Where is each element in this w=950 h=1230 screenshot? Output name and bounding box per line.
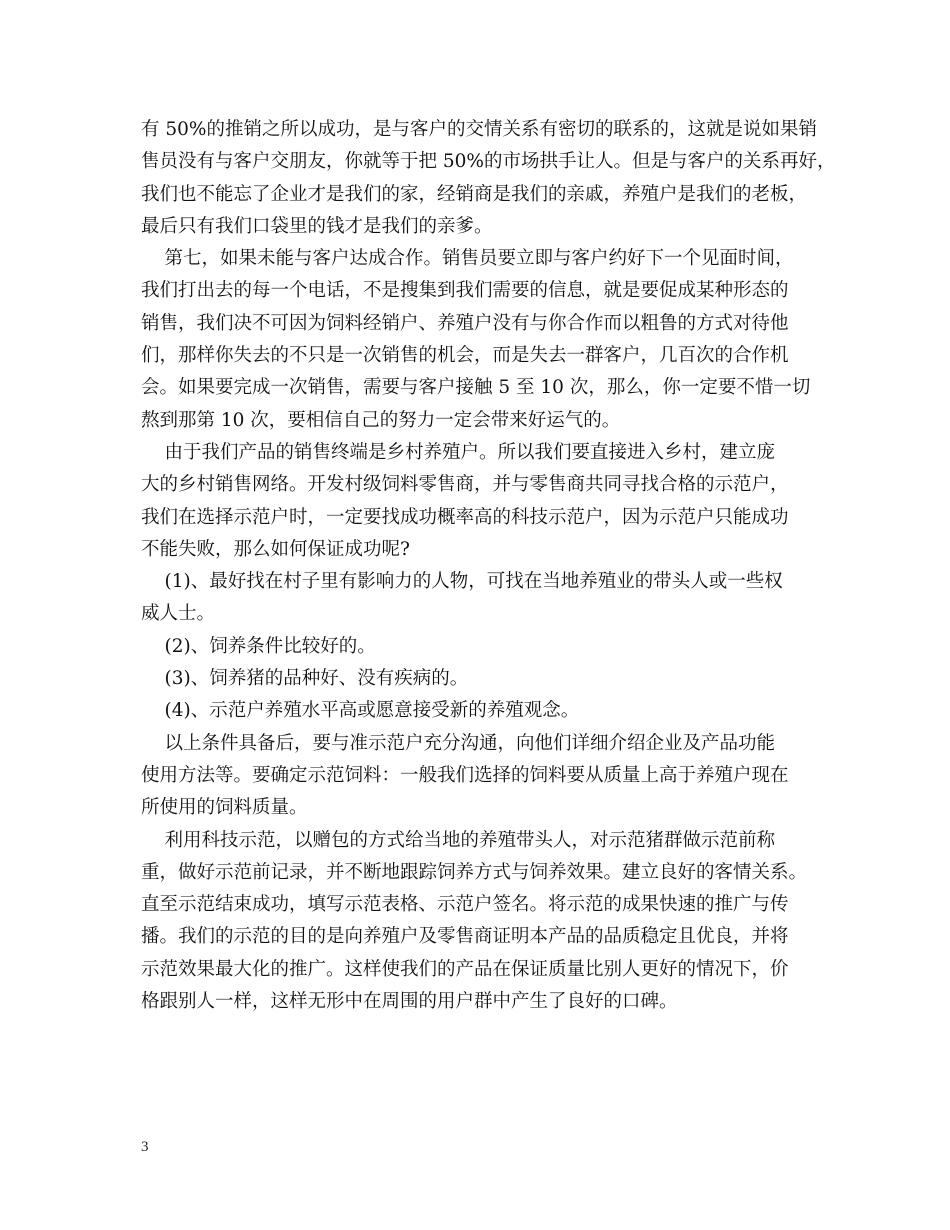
text-line: 播。我们的示范的目的是向养殖户及零售商证明本产品的品质稳定且优良，并将 [141,926,789,948]
text-line: 熬到那第 10 次，要相信自己的努力一定会带来好运气的。 [141,409,621,431]
text-line: 们，那样你失去的不只是一次销售的机会，而是失去一群客户，几百次的合作机 [141,345,789,367]
text-line: 由于我们产品的销售终端是乡村养殖户。所以我们要直接进入乡村，建立庞 [141,441,776,463]
text-line: 大的乡村销售网络。开发村级饲料零售商，并与零售商共同寻找合格的示范户， [141,474,789,496]
text-line: 不能失败，那么如何保证成功呢? [141,538,410,560]
list-item [141,631,811,663]
text-line: 我们在选择示范户时，一定要找成功概率高的科技示范户，因为示范户只能成功 [141,506,789,528]
text-line: 直至示范结束成功，填写示范表格、示范户签名。将示范的成果快速的推广与传 [141,894,789,916]
paragraph [141,825,811,1019]
paragraph [141,114,836,243]
paragraph [141,728,811,825]
text-line: 有 50%的推销之所以成功，是与客户的交情关系有密切的联系的，这就是说如果销 [141,119,818,140]
text-line: 所使用的饲料质量。 [141,797,308,819]
text-line: 示范效果最大化的推广。这样使我们的产品在保证质量比别人更好的情况下，价 [141,958,789,980]
text-line: 利用科技示范，以赠包的方式给当地的养殖带头人，对示范猪群做示范前称 [141,829,776,851]
text-line: 会。如果要完成一次销售，需要与客户接触 5 至 10 次，那么，你一定要不惜一切 [141,377,811,399]
text-line: (4)、示范户养殖水平高或愿意接受新的养殖观念。 [141,700,580,722]
text-line: 威人士。 [141,603,216,625]
body-text [141,114,836,1018]
text-line: (2)、饲养条件比较好的。 [141,635,376,657]
list-item [141,663,811,695]
text-line: (3)、饲养猪的品种好、没有疾病的。 [141,668,469,690]
text-line: (1)、最好找在村子里有影响力的人物，可找在当地养殖业的带头人或一些权 [141,571,783,593]
page-number: 3 [141,1139,149,1155]
list-item [141,695,811,727]
text-line: 我们打出去的每一个电话，不是搜集到我们需要的信息，就是要促成某种形态的 [141,280,789,302]
text-line: 使用方法等。要确定示范饲料：一般我们选择的饲料要从质量上高于养殖户现在 [141,764,789,786]
text-line: 销售，我们决不可因为饲料经销户、养殖户没有与你合作而以粗鲁的方式对待他 [141,312,789,334]
text-line: 重，做好示范前记录，并不断地跟踪饲养方式与饲养效果。建立良好的客情关系。 [141,861,808,883]
paragraph [141,243,811,437]
paragraph [141,437,811,566]
text-line: 最后只有我们口袋里的钱才是我们的亲爹。 [141,215,493,237]
list-item [141,566,811,631]
text-line: 我们也不能忘了企业才是我们的家，经销商是我们的亲戚，养殖户是我们的老板， [141,183,808,205]
text-line: 以上条件具备后，要与准示范户充分沟通，向他们详细介绍企业及产品功能 [141,732,776,754]
text-line: 格跟别人一样，这样无形中在周围的用户群中产生了良好的口碑。 [141,991,678,1013]
text-line: 售员没有与客户交朋友，你就等于把 50%的市场拱手让人。但是与客户的关系再好， [141,151,836,173]
text-line: 第七，如果未能与客户达成合作。销售员要立即与客户约好下一个见面时间， [141,248,794,270]
